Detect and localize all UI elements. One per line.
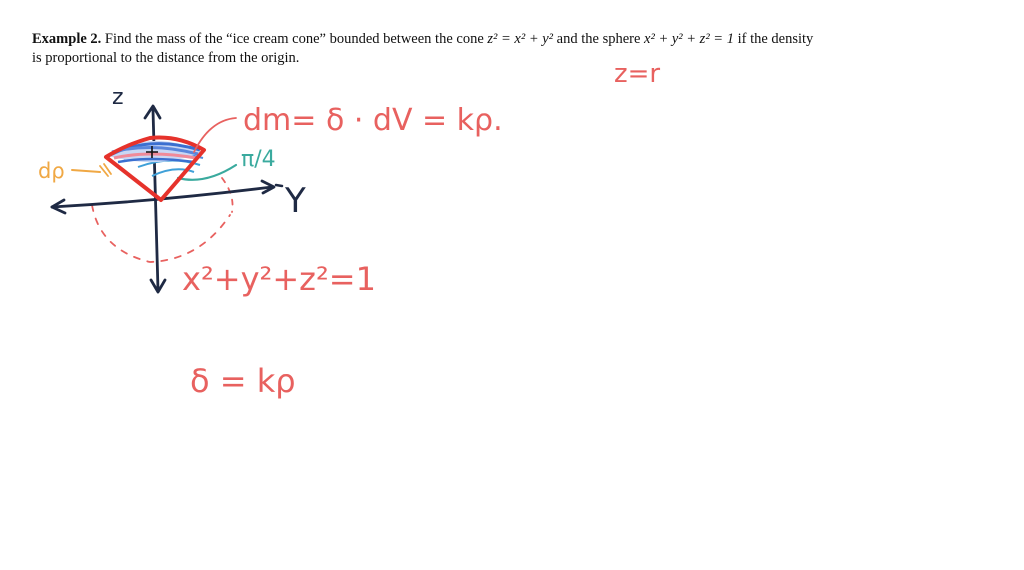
z-axis-label: z — [112, 85, 124, 110]
problem-text-end: if the density is proportional to the distance from the origin. — [32, 31, 814, 66]
drho-tick — [100, 164, 111, 176]
mass-element-annotation: dm= δ · dV = kρ. — [243, 103, 503, 138]
y-axis-extra-stroke — [276, 185, 282, 186]
cone-cylindrical-annotation: z=r — [614, 59, 661, 89]
angle-annotation: π/4 — [241, 147, 276, 172]
density-annotation: δ = kρ — [190, 362, 296, 400]
problem-text-middle: and the sphere — [556, 31, 641, 47]
cone-equation: z² = x² + y² — [487, 31, 554, 47]
sphere-outline — [92, 205, 230, 262]
problem-text-start: Find the mass of the “ice cream cone” bounded between the cone — [104, 31, 484, 47]
sphere-outline-upper — [222, 178, 233, 212]
sphere-annotation: x²+y²+z²=1 — [182, 260, 376, 298]
y-axis-label: Y — [285, 181, 306, 221]
sphere-equation: x² + y² + z² = 1 — [644, 31, 734, 47]
drho-annotation: dρ — [38, 159, 65, 183]
drho-pointer — [72, 170, 100, 172]
example-label: Example 2. — [32, 31, 102, 47]
